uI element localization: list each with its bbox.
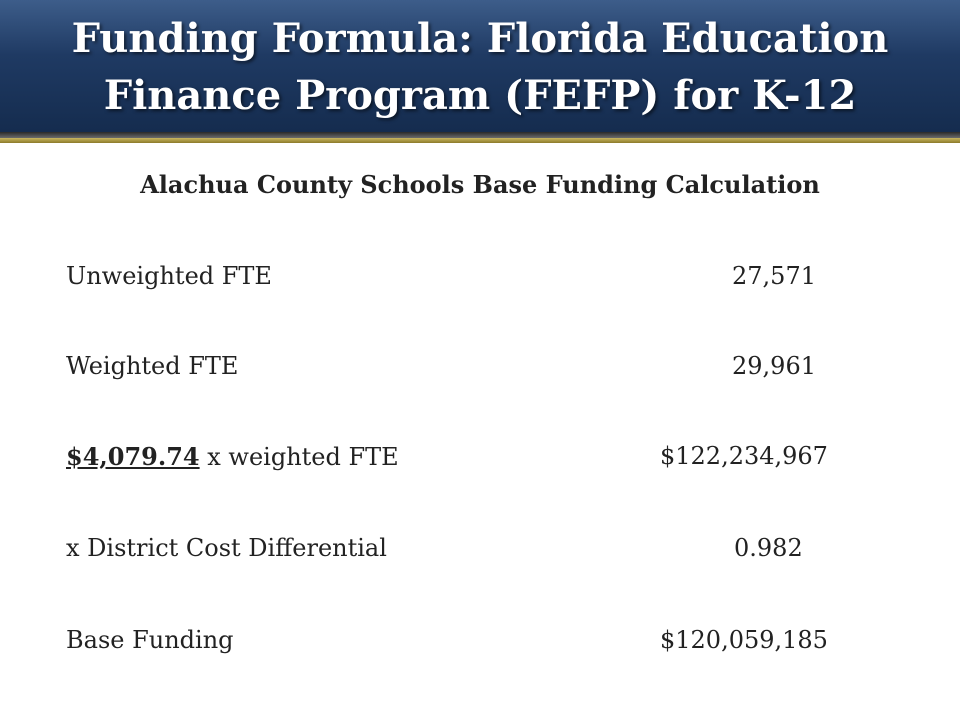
base-student-allocation-amount: $4,079.74 bbox=[66, 442, 200, 471]
row-base-allocation bbox=[66, 442, 896, 482]
row-district-cost-differential bbox=[66, 534, 896, 574]
row-label: Base Funding bbox=[66, 626, 234, 654]
row-value: $120,059,185 bbox=[660, 626, 828, 654]
title-bar bbox=[0, 0, 960, 138]
row-label bbox=[66, 442, 399, 471]
slide-title-line-2: Finance Program (FEFP) for K-12 bbox=[103, 72, 857, 119]
row-value: 27,571 bbox=[732, 262, 816, 290]
row-base-funding bbox=[66, 626, 896, 666]
row-value: $122,234,967 bbox=[660, 442, 828, 470]
title-divider bbox=[0, 138, 960, 143]
slide-title-line-1: Funding Formula: Florida Education bbox=[71, 15, 889, 62]
row-label: Weighted FTE bbox=[66, 352, 239, 380]
row-value: 29,961 bbox=[732, 352, 816, 380]
slide-subtitle: Alachua County Schools Base Funding Calculation bbox=[140, 170, 820, 199]
row-label: x District Cost Differential bbox=[66, 534, 387, 562]
slide-title bbox=[0, 10, 960, 124]
row-label: Unweighted FTE bbox=[66, 262, 272, 290]
row-unweighted-fte bbox=[66, 262, 896, 302]
row-label-rest: x weighted FTE bbox=[199, 443, 399, 471]
row-value: 0.982 bbox=[734, 534, 803, 562]
row-weighted-fte bbox=[66, 352, 896, 392]
